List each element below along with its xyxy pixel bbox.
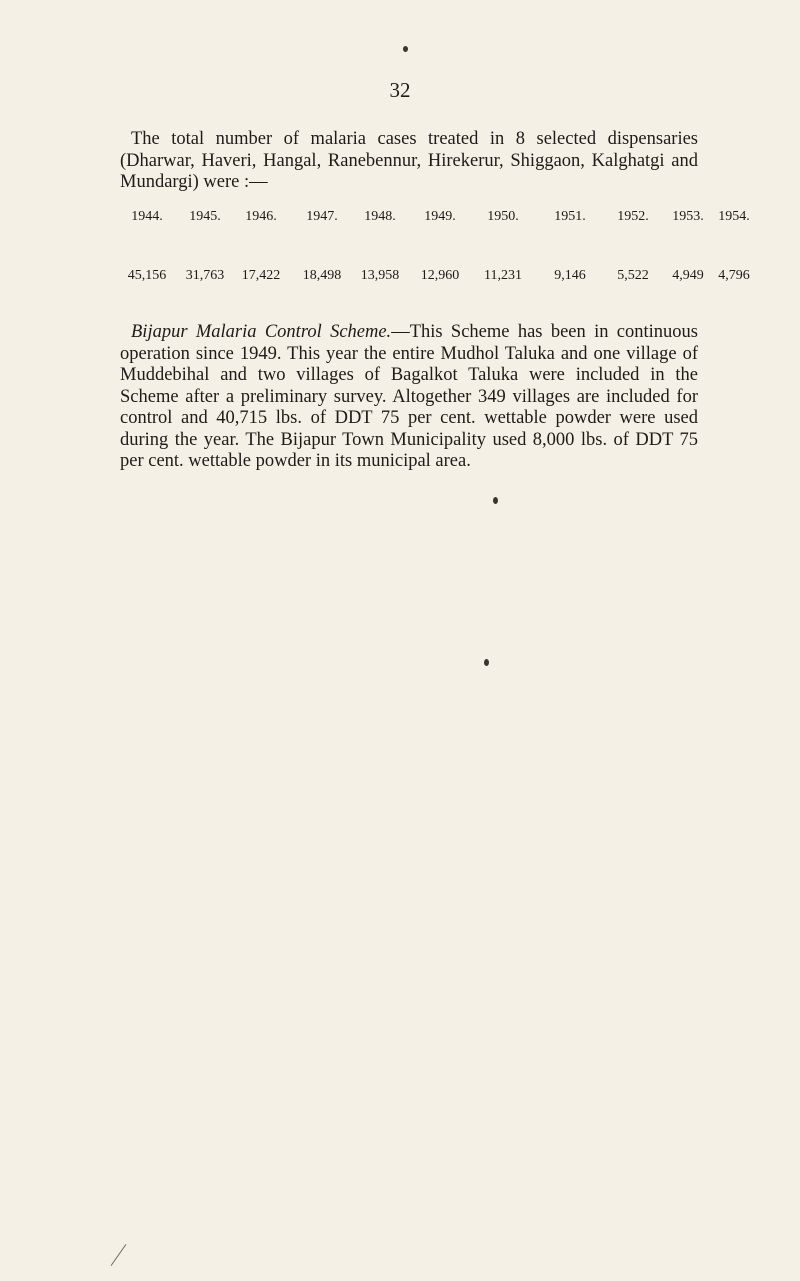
cases-cell: 4,796 bbox=[718, 268, 750, 283]
cases-cell: 17,422 bbox=[241, 268, 281, 283]
scheme-body: —This Scheme has been in continuous operation since 1949. This year the entire Mudhol Taluka and one village of Muddebihal and two villages of Bagalkot Taluka were included in the Scheme after a preliminary survey. Altogether 349 villages are included for control and 40,715 lbs. of DDT 75 per cent. wettable powder were used during the year. The Bijapur Town Municipality used 8,000 lbs. of DDT 75 per cent. wettable powder in its municipal area. bbox=[120, 322, 698, 471]
year-cell: 1952. bbox=[617, 209, 649, 224]
pencil-mark bbox=[111, 1244, 127, 1266]
malaria-cases-paragraph: The total number of malaria cases treated in 8 selected dispensaries (Dharwar, Haveri, Hangal, Ranebennur, Hirekerur, Shiggaon, Kalghatgi and Mundargi) were :— bbox=[120, 129, 698, 192]
year-cell: 1945. bbox=[189, 209, 221, 224]
scheme-title: Bijapur Malaria Control Scheme. bbox=[131, 322, 392, 342]
page-number: 32 bbox=[389, 78, 411, 102]
bijapur-scheme-paragraph bbox=[120, 322, 698, 473]
year-cell: 1950. bbox=[487, 209, 519, 224]
cases-cell: 4,949 bbox=[672, 268, 704, 283]
year-cell: 1949. bbox=[424, 209, 456, 224]
ink-speck bbox=[493, 497, 498, 504]
cases-cell: 31,763 bbox=[185, 268, 225, 283]
year-cell: 1951. bbox=[554, 209, 586, 224]
cases-cell: 13,958 bbox=[360, 268, 400, 283]
cases-cell: 18,498 bbox=[302, 268, 342, 283]
cases-cell: 5,522 bbox=[617, 268, 649, 283]
cases-cell: 9,146 bbox=[554, 268, 586, 283]
cases-cell: 45,156 bbox=[127, 268, 167, 283]
year-cell: 1946. bbox=[245, 209, 277, 224]
cases-cell: 11,231 bbox=[484, 268, 522, 283]
ink-speck bbox=[484, 659, 489, 666]
year-cell: 1947. bbox=[306, 209, 338, 224]
year-cell: 1954. bbox=[718, 209, 750, 224]
cases-cell: 12,960 bbox=[420, 268, 460, 283]
ink-speck bbox=[403, 46, 408, 52]
year-cell: 1953. bbox=[672, 209, 704, 224]
year-cell: 1948. bbox=[364, 209, 396, 224]
year-cell: 1944. bbox=[131, 209, 163, 224]
